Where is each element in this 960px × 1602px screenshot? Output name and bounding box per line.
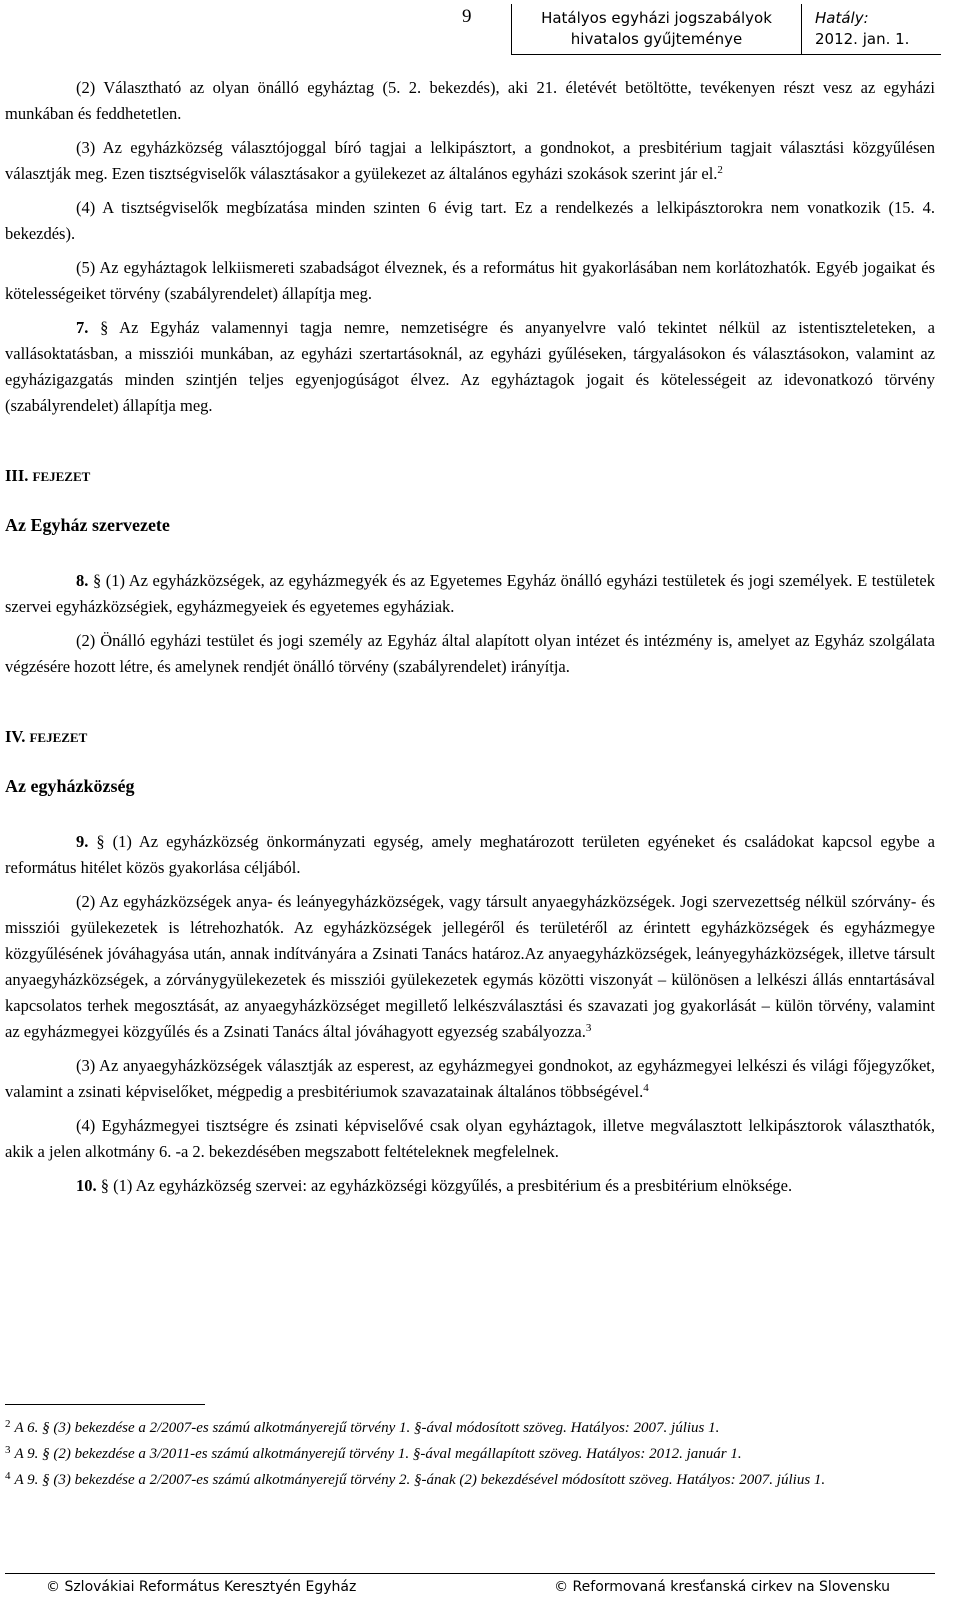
paragraph-text: (1) Az egyházközségek, az egyházmegyék és az Egyetemes Egyház önálló egyházi testületek és jogi személyek. E testületek szervei egyházközségiek, egyházmegyeiek és egyetemes egyháziak. [5,571,936,616]
header-divider [801,4,802,54]
paragraph [5,628,935,680]
paragraph [5,1113,935,1165]
paragraph-text: (4) A tisztségviselők megbízatása minden szinten 6 évig tart. Ez a rendelkezés a lelkipásztorokra nem vonatkozik (15. 4. bekezdés). [5,198,935,243]
paragraph [5,1053,935,1105]
header-date-value: 2012. jan. 1. [815,30,910,48]
paragraph-text: (2) Önálló egyházi testület és jogi személy az Egyház által alapított olyan intézet és intézmény is, amelyet az Egyház szolgálata végzésére hozott létre, és amelynek rendjét önálló törvény (szabályrendelet) irányítja. [5,631,935,676]
section-9 [5,829,935,881]
page-header [0,0,960,60]
chapter-word: FEJEZET [29,730,88,745]
page-footer [0,1573,960,1602]
footnote [5,1440,935,1464]
footnotes [5,1414,935,1492]
footnote-mark: 3 [5,1444,11,1456]
section-sign: § [92,571,102,590]
footnote-ref[interactable]: 2 [717,164,723,176]
section-sign: § [100,1176,109,1195]
paragraph-text: (2) Választható az olyan önálló egyháztag (5. 2. bekezdés), aki 21. életévét betöltötte, tevékenyen részt vesz az egyházi munkában és feddhetetlen. [5,78,935,123]
section-10 [5,1173,935,1199]
paragraph [5,255,935,307]
header-date [815,8,909,50]
section-sign: § [100,318,109,337]
footer-copyright-sk: © Reformovaná kresťanská cirkev na Slovensku [554,1579,890,1595]
header-title-line2: hivatalos gyűjteménye [570,30,743,48]
footnote-ref[interactable]: 3 [585,1022,592,1034]
chapter-word: FEJEZET [32,469,91,484]
footnote [5,1466,935,1490]
section-number: 9. [76,832,89,851]
footnote-text: A 6. § (3) bekezdése a 2/2007-es számú alkotmányerejű törvény 1. §-ával módosított szöveg. Hatályos: 2007. július 1. [14,1420,720,1436]
paragraph-text: (5) Az egyháztagok lelkiismereti szabadságot élveznek, és a református hit gyakorlásában nem korlátozhatók. Egyéb jogaikat és kötelességeiket törvény (szabályrendelet) állapítja meg. [5,258,935,303]
section-number: 7. [76,318,89,337]
paragraph-text: (3) Az egyházközség választójoggal bíró tagjai a lelkipásztort, a gondnokot, a presbitérium tagjait választási közgyűlésen választják meg. Ezen tisztségviselők választásakor a gyülekezet az általános egyházi szokások szerint jár el. [5,138,935,183]
section-sign: § [96,832,105,851]
paragraph [5,889,935,1045]
paragraph-text: (1) Az egyházközség önkormányzati egység, amely meghatározott területen egyéneket és családokat kapcsol egybe a református hitélet közös gyakorlása céljából. [5,832,936,877]
paragraph-text: (2) Az egyházközségek anya- és leányegyházközségek, vagy társult anyaegyházközségek. Jogi szervezettség nélkül szórvány- és missziói gyülekezetek is létrehozhatók. Az egyházközségek jellegéről és területéről az érintett egyházközségek és egyházmegye közgyűlésének jóváhagyása után, annak indítványára a Zsinati Tanács határoz.Az anyaegyházközségek, leányegyházközségek, illetve társult anyaegyházközségek, a zórványgyülekezetek és missziói gyülekezetek egymás közötti viszonyát – különösen a lelkészi állás enntartásával kapcsolatos terhek megosztását, az anyaegyházközséget megillető lelkészválasztási és szavazati jog gyakorlását – külön törvény, valamint az egyházmegyei közgyűlés és a Zsinati Tanács által jóváhagyott egyezség szabályozza. [5,892,935,1041]
footnote-separator [5,1404,205,1405]
chapter-title: Az egyházközség [5,776,135,796]
footer-copyright-hu: © Szlovákiai Református Keresztyén Egyház [46,1579,357,1595]
footnote-ref[interactable]: 4 [643,1082,649,1094]
chapter-number: IV. [5,727,26,746]
paragraph-text: (4) Egyházmegyei tisztségre és zsinati képviselővé csak olyan egyháztagok, illetve megválasztott lelkipásztorok választhatók, akik a jelen alkotmány 6. -a 2. bekezdésében megszabott feltételeknek megfelelnek. [5,1116,935,1161]
body-text [5,75,935,1207]
header-title-line1: Hatályos egyházi jogszabályok [541,9,772,27]
header-date-label: Hatály: [815,9,869,27]
footnote [5,1414,935,1438]
chapter-heading [5,463,935,490]
paragraph-text: (3) Az anyaegyházközségek választják az esperest, az egyházmegyei gondnokot, az egyházmegyei lelkészi és világi főjegyzőket, valamint a zsinati képviselőket, mégpedig a presbitériumok szavazatainak általános többségével. [5,1056,935,1101]
section-7 [5,315,935,419]
chapter-heading [5,724,935,751]
chapter-title: Az Egyház szervezete [5,515,170,535]
chapter-number: III. [5,466,29,485]
section-8 [5,568,935,620]
footnote-mark: 2 [5,1418,11,1430]
paragraph [5,75,935,127]
footnote-text: A 9. § (3) bekezdése a 2/2007-es számú alkotmányerejű törvény 2. §-ának (2) bekezdésével módosított szöveg. Hatályos: 2007. július 1. [14,1472,826,1488]
footer-rule [5,1573,935,1574]
header-title [524,8,789,50]
footnote-text: A 9. § (2) bekezdése a 3/2011-es számú alkotmányerejű törvény 1. §-ával megállapított szöveg. Hatályos: 2012. január 1. [14,1446,742,1462]
section-number: 8. [76,571,89,590]
footnote-mark: 4 [5,1470,11,1482]
paragraph [5,195,935,247]
paragraph-text: Az Egyház valamennyi tagja nemre, nemzetiségre és anyanyelvre való tekintet nélkül az istentiszteleteken, a vallásoktatásban, a missziói munkában, az egyházi szertartásoknál, az egyházi gyűléseken, tárgyalásokon és választásokon, valamint az egyházigazgatás minden szintjén teljes egyenjogúságot élvez. Az egyháztagok jogait és kötelességeit az idevonatkozó törvény (szabályrendelet) állapítja meg. [5,318,936,415]
header-divider [511,4,512,54]
paragraph [5,135,935,187]
page-number: 9 [462,6,472,27]
header-rule [511,54,941,55]
paragraph-text: (1) Az egyházközség szervei: az egyházközségi közgyűlés, a presbitérium és a presbitérium elnöksége. [109,1176,793,1195]
section-number: 10. [76,1176,97,1195]
